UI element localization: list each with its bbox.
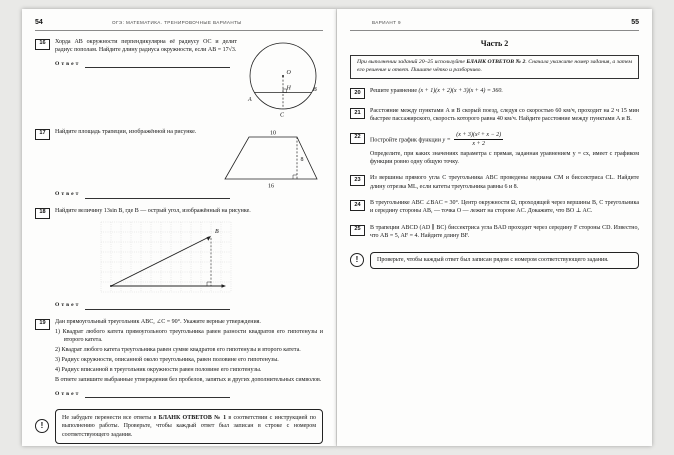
exclamation-icon: ! <box>35 419 49 433</box>
instruction-text-1: При выполнении заданий 20–25 используйте <box>357 58 467 65</box>
arrowhead-up <box>207 236 212 241</box>
label-H: H <box>286 85 291 92</box>
left-notice <box>35 409 323 443</box>
answer-blank-line <box>85 193 230 199</box>
task-17-answer-row <box>55 191 230 199</box>
left-running-head: ОГЭ: МАТЕМАТИКА. ТРЕНИРОВОЧНЫЕ ВАРИАНТЫ <box>112 20 242 25</box>
statement-3: 3) Радиус окружности, описанной около треугольника, равен половине его гипотенузы. <box>55 356 279 363</box>
label-B: B <box>313 86 317 93</box>
task-20-equation: (x + 1)(x + 2)(x + 3)(x + 4) = 360. <box>418 87 503 94</box>
page-right <box>337 9 652 446</box>
label-A: A <box>248 96 252 103</box>
notice-bold: БЛАНК ОТВЕТОВ № 1 <box>158 414 227 421</box>
fraction-denominator: x + 2 <box>472 140 486 147</box>
label-height-8: 8 <box>300 156 304 163</box>
statement-1: 1) Квадрат любого катета прямоугольного треугольника равен разности квадратов его гипотенузы и второго катета. <box>55 328 323 344</box>
task-19-text: Дан прямоугольный треугольник ABC, ∠C = 90°. Укажите верные утверждения. <box>55 318 261 325</box>
circle-diagram <box>243 38 323 118</box>
task-23 <box>350 174 639 191</box>
part-2-instruction-box <box>350 55 639 79</box>
task-23-number: 23 <box>350 175 365 186</box>
task-21-text: Расстояние между пунктами A и B скорый поезд, следуя со скоростью 60 км/ч, проходит на 2 ч 15 мин быстрее пассажирского, скорость которого равна 40 км/ч. Найдите расстояние между пунктами A и B. <box>370 107 639 123</box>
task-17-body <box>55 128 323 199</box>
task-21-number: 21 <box>350 108 365 119</box>
task-17-number: 17 <box>35 129 50 140</box>
angle-ray-hypotenuse <box>111 237 209 286</box>
answer-blank-line <box>85 392 230 398</box>
task-22-function-lhs: y = <box>442 137 451 143</box>
left-page-header <box>35 18 323 31</box>
answer-label: Ответ <box>55 190 81 197</box>
label-top-10: 10 <box>270 130 276 137</box>
book-spread <box>22 9 652 446</box>
answer-label: Ответ <box>55 302 81 309</box>
left-page-number: 54 <box>35 19 43 26</box>
task-20-text: Решите уравнение <box>370 87 419 94</box>
task-18-text: Найдите величину 13sin B, где B — острый угол, изображённый на рисунке. <box>55 207 251 214</box>
task-19-body <box>55 318 323 399</box>
task-22-text-before: Постройте график функции <box>370 137 441 143</box>
task-16-body <box>55 38 323 120</box>
task-20 <box>350 87 639 99</box>
task-18-answer-row <box>55 302 230 310</box>
task-20-number: 20 <box>350 88 365 99</box>
instruction-bold: БЛАНК ОТВЕТОВ № 2 <box>466 58 526 65</box>
task-24-number: 24 <box>350 200 365 211</box>
right-notice-text: Проверьте, чтобы каждый ответ был записан рядом с номером соответствующего задания. <box>377 257 609 264</box>
task-22-fraction <box>454 132 503 148</box>
right-notice-box <box>370 252 639 269</box>
notice-text-2: в соответствии с инструкцией по выполнению работы. Проверьте, чтобы каждый ответ был записан в строке с номером соответствующего задания. <box>62 414 316 438</box>
task-22-number: 22 <box>350 133 365 144</box>
answer-label: Ответ <box>55 60 81 67</box>
answer-blank-line <box>85 62 230 68</box>
task-25 <box>350 224 639 241</box>
task-21 <box>350 107 639 124</box>
label-C: C <box>280 112 285 118</box>
right-angle-marker <box>293 175 297 179</box>
task-19 <box>35 318 323 399</box>
label-O: O <box>286 69 291 76</box>
task-24 <box>350 199 639 216</box>
task-16-text: Хорда AB окружности перпендикулярна её радиусу OC и делит радиус пополам. Найдите длину радиуса окружности, если AB = 17√3. <box>55 38 237 54</box>
right-running-head: ВАРИАНТ 9 <box>372 20 401 25</box>
label-B: B <box>215 229 219 236</box>
vertex-dot <box>110 285 112 287</box>
task-24-text: В треугольнике ABC ∠BAC = 30°. Центр окружности Ω, проходящей через вершины B, C треугольника и середину стороны AB, — точка O — лежит на стороне AC. Докажите, что BO ⊥ AC. <box>370 200 639 215</box>
center-dot <box>282 75 284 77</box>
fraction-numerator: (x + 3)(x² + x − 2) <box>454 132 503 140</box>
right-page-header <box>350 18 639 31</box>
task-19-footer: В ответе запишите выбранные утверждения без пробелов, запятых и других дополнительных символов. <box>55 377 322 384</box>
task-22 <box>350 132 639 167</box>
task-17-text: Найдите площадь трапеции, изображённой на рисунке. <box>55 128 197 135</box>
task-25-text: В трапеции ABCD (AD ∥ BC) биссектриса угла BAD проходит через середину F стороны CD. Известно, что AB = 5, AF = 4. Найдите длину BF. <box>370 224 639 240</box>
trapezoid-diagram <box>219 128 323 189</box>
task-16 <box>35 38 323 120</box>
instruction-text-2: . Сначала укажите номер задания, а затем его решение и ответ. Пишите чётко и разборчиво. <box>357 58 632 73</box>
right-page-number: 55 <box>631 19 639 26</box>
left-notice-box <box>55 409 323 443</box>
answer-blank-line <box>85 304 230 310</box>
task-16-answer-row <box>55 61 230 69</box>
task-18 <box>35 207 323 310</box>
statement-2: 2) Квадрат любого катета треугольника равен сумме квадратов его гипотенузы и второго катета. <box>55 347 301 354</box>
task-22-text-after: Определите, при каких значениях параметра c прямая, заданная уравнением y = cx, имеет с графиком функции ровно одну общую точку. <box>370 150 639 165</box>
task-19-number: 19 <box>35 319 50 330</box>
exclamation-icon: ! <box>350 253 364 267</box>
page-left <box>22 9 337 446</box>
task-16-number: 16 <box>35 39 50 50</box>
notice-text-1: Не забудьте перенести все ответы в <box>62 414 159 421</box>
right-notice <box>350 252 639 269</box>
part-2-title: Часть 2 <box>480 38 509 48</box>
grid-angle-diagram <box>95 218 237 296</box>
right-angle-marker <box>207 282 211 286</box>
task-18-number: 18 <box>35 208 50 219</box>
task-25-number: 25 <box>350 225 365 236</box>
task-18-body <box>55 207 323 310</box>
task-19-answer-row <box>55 391 230 399</box>
task-17 <box>35 128 323 199</box>
task-23-text: Из вершины прямого угла C треугольника ABC проведены медиана CM и биссектриса CL. Найдите длину отрезка ML, если катеты треугольника равны 6 и 8. <box>370 175 639 190</box>
label-bottom-16: 16 <box>268 183 274 189</box>
answer-label: Ответ <box>55 390 81 397</box>
task-22-body <box>370 132 639 167</box>
statement-4: 4) Радиус вписанной в треугольник окружности равен половине его гипотенузы. <box>55 366 262 373</box>
arrowhead-right <box>222 284 227 288</box>
task-20-body <box>370 87 639 99</box>
